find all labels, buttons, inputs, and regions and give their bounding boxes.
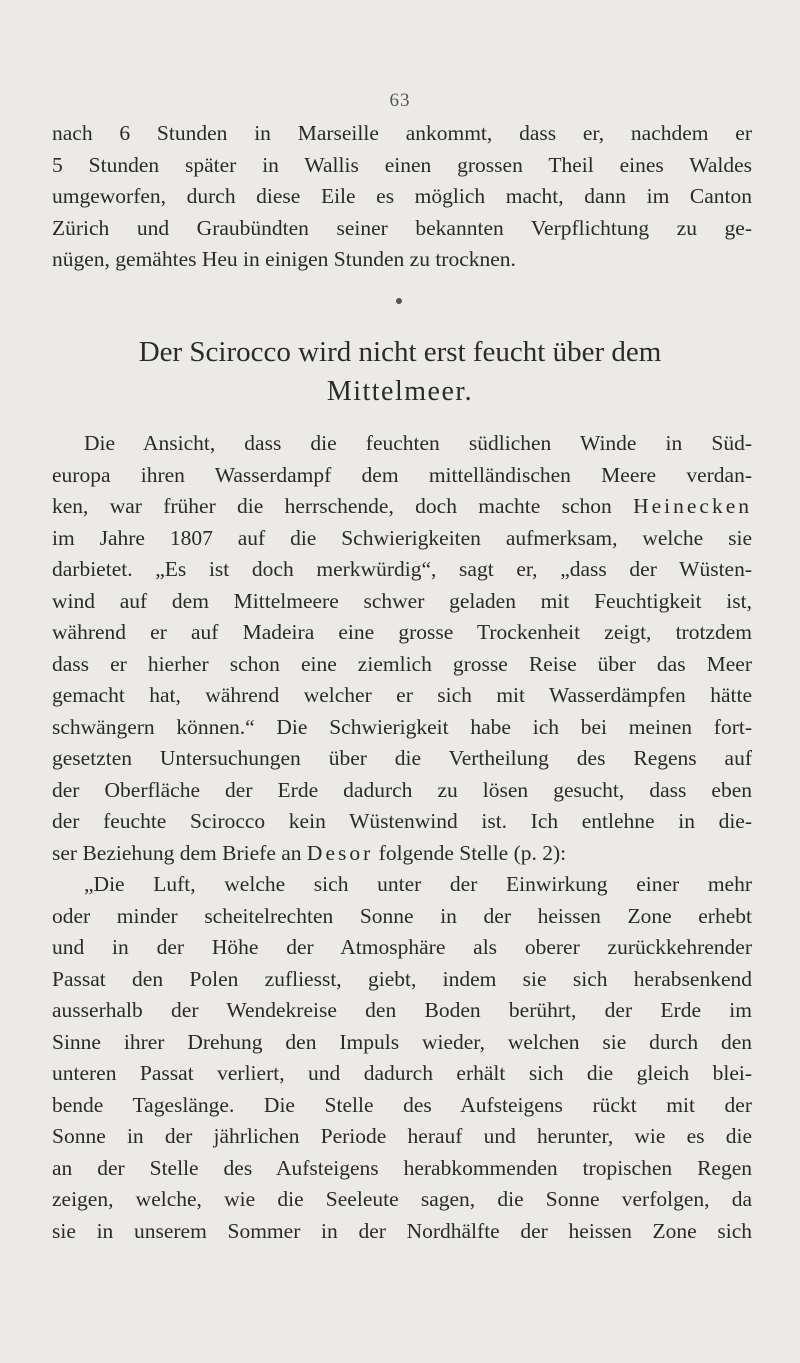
text-line: während er auf Madeira eine grosse Trockenheit zeigt, trotzdem: [52, 620, 752, 644]
text-line: und in der Höhe der Atmosphäre als oberer zurückkehrender: [52, 935, 752, 959]
text-line: Sinne ihrer Drehung den Impuls wieder, welchen sie durch den: [52, 1029, 752, 1054]
author-name: Desor: [306, 840, 374, 865]
text-line: der Oberfläche der Erde dadurch zu lösen gesucht, dass eben: [52, 777, 752, 802]
text-line: unteren Passat verliert, und dadurch erhält sich die gleich blei-: [52, 1061, 752, 1085]
text-line: dass er hierher schon eine ziemlich grosse Reise über das Meer: [52, 651, 752, 676]
page-number: 63: [389, 90, 411, 111]
text-line: 5 Stunden später in Wallis einen grossen Theil eines Waldes: [52, 152, 752, 177]
section-heading: Der Scirocco wird nicht erst feucht über dem: [138, 336, 662, 368]
text-line: [52, 838, 752, 870]
text-line: gesetzten Untersuchungen über die Vertheilung des Regens auf: [52, 746, 752, 770]
printer-mark: [395, 297, 403, 305]
text-line: nach 6 Stunden in Marseille ankommt, dass er, nachdem er: [52, 121, 752, 145]
text-line: europa ihren Wasserdampf dem mittelländischen Meere verdan-: [52, 462, 752, 487]
text-line: zeigen, welche, wie die Seeleute sagen, die Sonne verfolgen, da: [52, 1187, 752, 1211]
text-line: oder minder scheitelrechten Sonne in der heissen Zone erhebt: [52, 903, 752, 928]
text-line: Sonne in der jährlichen Periode herauf und herunter, wie es die: [52, 1124, 752, 1148]
section-heading-continued: Mittelmeer.: [326, 376, 474, 407]
text-line: an der Stelle des Aufsteigens herabkommenden tropischen Regen: [52, 1155, 752, 1180]
text-line: gemacht hat, während welcher er sich mit Wasserdämpfen hätte: [52, 683, 752, 707]
quote-paragraph: [52, 869, 752, 1247]
top-paragraph: [52, 118, 752, 276]
text-line: im Jahre 1807 auf die Schwierigkeiten aufmerksam, welche sie: [52, 525, 752, 550]
text-line: ausserhalb der Wendekreise den Boden berührt, der Erde im: [52, 998, 752, 1022]
text-line: [52, 491, 752, 523]
text-fragment: folgende Stelle (p. 2):: [373, 840, 567, 865]
author-name: Heinecken: [633, 494, 752, 518]
text-line: Passat den Polen zufliesst, giebt, indem sie sich herabsenkend: [52, 966, 752, 991]
text-line: schwängern können.“ Die Schwierigkeit habe ich bei meinen fort-: [52, 714, 752, 739]
text-line: wind auf dem Mittelmeere schwer geladen mit Feuchtigkeit ist,: [52, 588, 752, 613]
text-line: Die Ansicht, dass die feuchten südlichen Winde in Süd-: [84, 431, 752, 455]
text-line: der feuchte Scirocco kein Wüstenwind ist. Ich entlehne in die-: [52, 809, 752, 833]
text-line: „Die Luft, welche sich unter der Einwirkung einer mehr: [84, 872, 752, 896]
text-line: sie in unserem Sommer in der Nordhälfte der heissen Zone sich: [52, 1218, 752, 1243]
text-line: darbietet. „Es ist doch merkwürdig“, sagt er, „dass der Wüsten-: [52, 557, 752, 581]
text-line: bende Tageslänge. Die Stelle des Aufsteigens rückt mit der: [52, 1092, 752, 1117]
text-line: umgeworfen, durch diese Eile es möglich macht, dann im Canton: [52, 184, 752, 208]
section-paragraph: [52, 428, 752, 869]
text-fragment: ser Beziehung dem Briefe an: [52, 840, 307, 865]
text-line: Zürich und Graubündten seiner bekannten Verpflichtung zu ge-: [52, 215, 752, 240]
text-line: nügen, gemähtes Heu in einigen Stunden zu trocknen.: [52, 247, 516, 271]
text-fragment: ken, war früher die herrschende, doch machte schon: [52, 494, 634, 518]
